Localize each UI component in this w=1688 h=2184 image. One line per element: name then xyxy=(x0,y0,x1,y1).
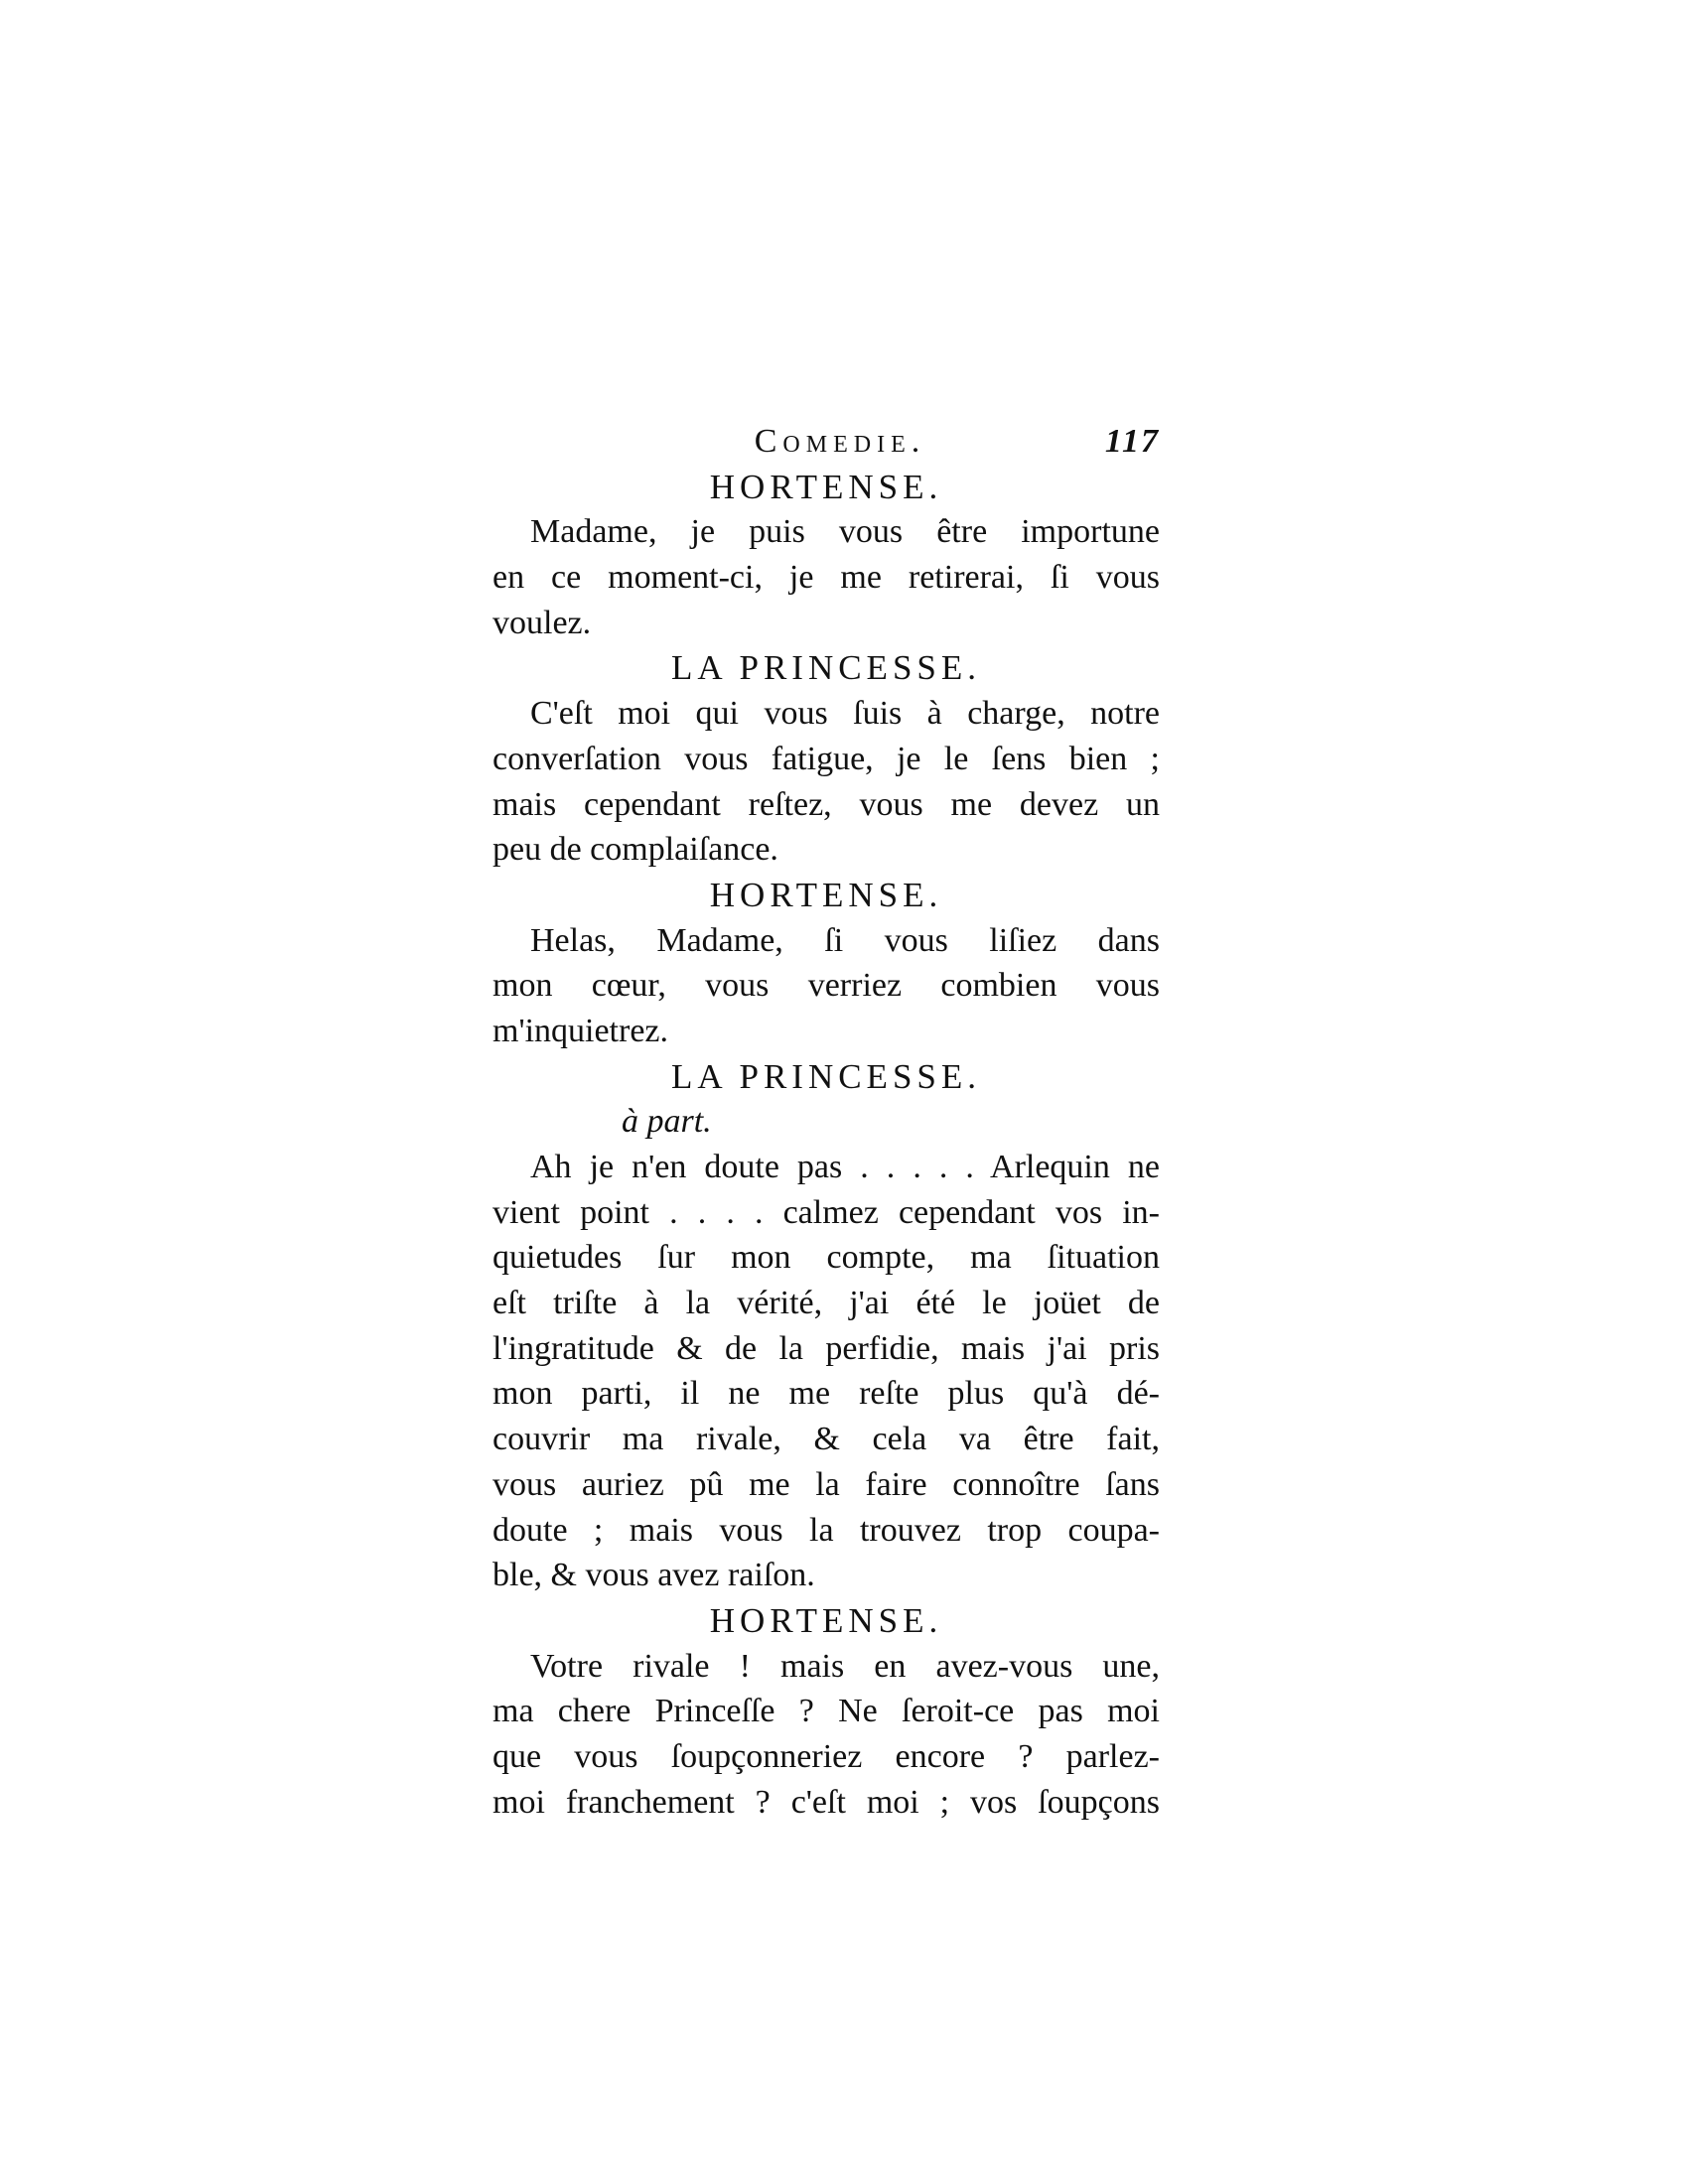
speaker-name: HORTENSE. xyxy=(709,875,943,914)
text-line: que vous ſoupçonneriez encore ? parlez- xyxy=(492,1737,1160,1775)
book-page xyxy=(492,419,1160,1825)
speaker-name: LA PRINCESSE. xyxy=(671,1056,981,1096)
running-title: Comedie. xyxy=(754,423,926,460)
text-line: quietudes ſur mon compte, ma ſituation xyxy=(492,1239,1160,1277)
text-line: m'inquietrez. xyxy=(492,1012,669,1049)
text-line: en ce moment-ci, je me retirerai, ſi vous xyxy=(492,559,1160,597)
page-number: 117 xyxy=(1104,423,1160,460)
text-line: vient point . . . . calmez cependant vos in- xyxy=(492,1193,1160,1231)
text-line: Helas, Madame, ſi vous liſiez dans xyxy=(530,921,1160,959)
text-line: moi franchement ? c'eſt moi ; vos ſoupçons xyxy=(492,1783,1160,1821)
text-line: Ah je n'en doute pas . . . . . Arlequin ne xyxy=(530,1149,1160,1185)
speaker-name: HORTENSE. xyxy=(709,467,943,506)
text-line: mais cependant reſtez, vous me devez un xyxy=(492,785,1160,823)
speaker-name: LA PRINCESSE. xyxy=(671,648,981,688)
text-line: peu de complaiſance. xyxy=(492,831,778,869)
text-line: converſation vous fatigue, je le ſens bien ; xyxy=(492,740,1160,777)
text-line: couvrir ma rivale, & cela va être fait, xyxy=(492,1421,1160,1458)
text-line: eſt triſte à la vérité, j'ai été le joüet de xyxy=(492,1285,1160,1322)
running-header xyxy=(492,419,1160,465)
text-line: C'eſt moi qui vous ſuis à charge, notre xyxy=(530,695,1160,733)
text-line: vous auriez pû me la faire connoître ſans xyxy=(492,1465,1160,1503)
text-line: doute ; mais vous la trouvez trop coupa- xyxy=(492,1511,1160,1549)
text-line: Madame, je puis vous être importune xyxy=(530,513,1160,551)
text-line: ble, & vous avez raiſon. xyxy=(492,1557,815,1594)
text-line: Votre rivale ! mais en avez-vous une, xyxy=(530,1647,1160,1685)
text-line: mon parti, il ne me reſte plus qu'à dé- xyxy=(492,1375,1160,1413)
stage-direction: à part. xyxy=(622,1103,712,1141)
text-line: mon cœur, vous verriez combien vous xyxy=(492,967,1160,1005)
text-line: voulez. xyxy=(492,604,592,641)
text-line: ma chere Princeſſe ? Ne ſeroit-ce pas moi xyxy=(492,1693,1160,1730)
speaker-name: HORTENSE. xyxy=(709,1600,943,1640)
text-line: l'ingratitude & de la perfidie, mais j'ai pris xyxy=(492,1329,1160,1367)
